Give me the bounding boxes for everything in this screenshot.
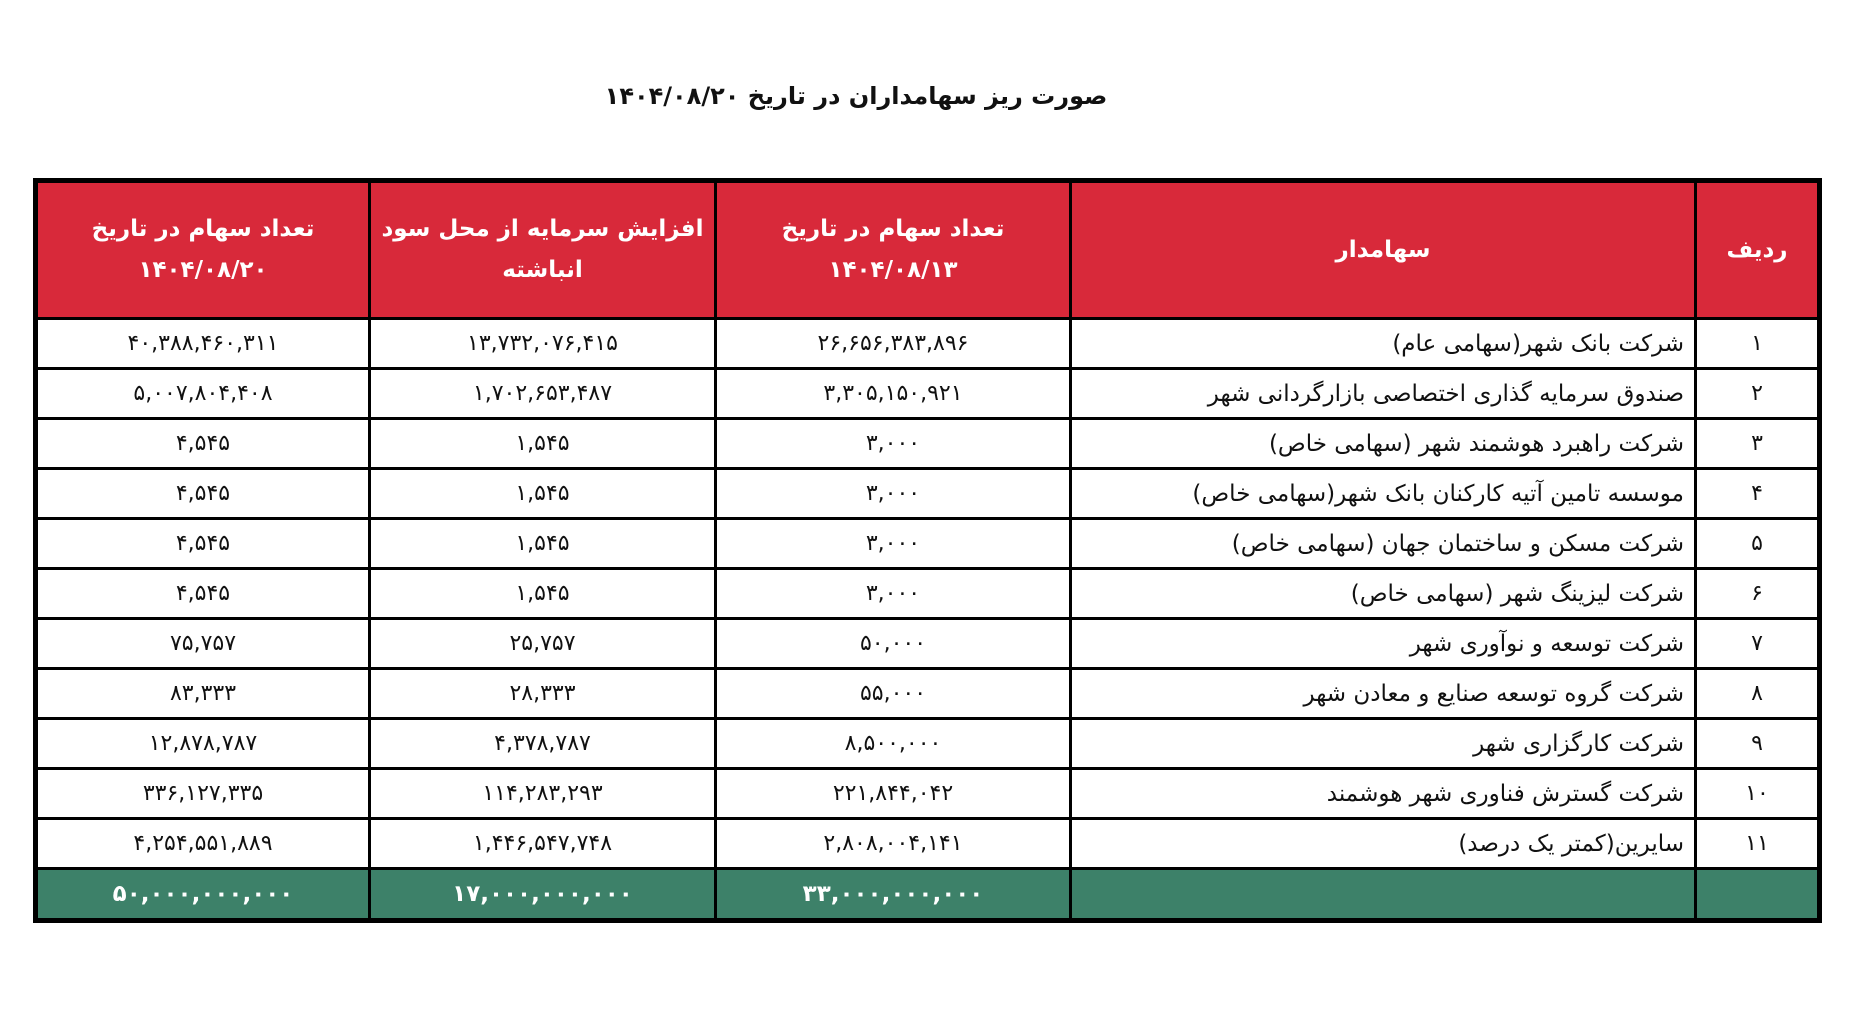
- table-header-row: [36, 181, 1820, 319]
- header-capital-increase: افزایش سرمایه از محل سود انباشته: [370, 181, 716, 319]
- shares-before-cell: ۳,۰۰۰: [716, 519, 1071, 569]
- row-number-cell: ۲: [1696, 369, 1820, 419]
- shareholder-name-cell: شرکت گروه توسعه صنایع و معادن شهر: [1071, 669, 1696, 719]
- table-row: [36, 319, 1820, 369]
- shares-after-cell: ۷۵,۷۵۷: [36, 619, 370, 669]
- shareholder-name-cell: شرکت بانک شهر(سهامی عام): [1071, 319, 1696, 369]
- table-row: [36, 619, 1820, 669]
- table-body: [36, 319, 1820, 869]
- shares-before-cell: ۵۰,۰۰۰: [716, 619, 1071, 669]
- shares-before-cell: ۲,۸۰۸,۰۰۴,۱۴۱: [716, 819, 1071, 869]
- shareholder-name-cell: شرکت کارگزاری شهر: [1071, 719, 1696, 769]
- shareholder-name-cell: شرکت مسکن و ساختمان جهان (سهامی خاص): [1071, 519, 1696, 569]
- shares-after-cell: ۴,۵۴۵: [36, 419, 370, 469]
- header-shares-after: تعداد سهام در تاریخ ۱۴۰۴/۰۸/۲۰: [36, 181, 370, 319]
- header-shareholder: سهامدار: [1071, 181, 1696, 319]
- shares-before-cell: ۲۲۱,۸۴۴,۰۴۲: [716, 769, 1071, 819]
- table-row: [36, 819, 1820, 869]
- row-number-cell: ۸: [1696, 669, 1820, 719]
- shares-before-cell: ۸,۵۰۰,۰۰۰: [716, 719, 1071, 769]
- shares-before-cell: ۳,۰۰۰: [716, 419, 1071, 469]
- shares-after-cell: ۵,۰۰۷,۸۰۴,۴۰۸: [36, 369, 370, 419]
- shares-after-cell: ۴,۵۴۵: [36, 469, 370, 519]
- row-number-cell: ۷: [1696, 619, 1820, 669]
- capital-increase-cell: ۲۸,۳۳۳: [370, 669, 716, 719]
- shares-before-cell: ۲۶,۶۵۶,۳۸۳,۸۹۶: [716, 319, 1071, 369]
- shares-after-cell: ۳۳۶,۱۲۷,۳۳۵: [36, 769, 370, 819]
- row-number-cell: ۵: [1696, 519, 1820, 569]
- shares-before-cell: ۵۵,۰۰۰: [716, 669, 1071, 719]
- shareholder-name-cell: شرکت راهبرد هوشمند شهر (سهامی خاص): [1071, 419, 1696, 469]
- table-row: [36, 419, 1820, 469]
- capital-increase-cell: ۱۳,۷۳۲,۰۷۶,۴۱۵: [370, 319, 716, 369]
- capital-increase-cell: ۱,۷۰۲,۶۵۳,۴۸۷: [370, 369, 716, 419]
- shares-after-cell: ۸۳,۳۳۳: [36, 669, 370, 719]
- table-row: [36, 669, 1820, 719]
- shareholders-table: [33, 178, 1822, 923]
- row-number-cell: ۱: [1696, 319, 1820, 369]
- capital-increase-cell: ۱,۴۴۶,۵۴۷,۷۴۸: [370, 819, 716, 869]
- total-shares-after: ۵۰,۰۰۰,۰۰۰,۰۰۰: [36, 869, 370, 921]
- shares-after-cell: ۴,۵۴۵: [36, 519, 370, 569]
- total-shares-before: ۳۳,۰۰۰,۰۰۰,۰۰۰: [716, 869, 1071, 921]
- capital-increase-cell: ۲۵,۷۵۷: [370, 619, 716, 669]
- row-number-cell: ۴: [1696, 469, 1820, 519]
- table-row: [36, 519, 1820, 569]
- capital-increase-cell: ۱,۵۴۵: [370, 469, 716, 519]
- capital-increase-cell: ۱۱۴,۲۸۳,۲۹۳: [370, 769, 716, 819]
- shares-before-cell: ۳,۰۰۰: [716, 469, 1071, 519]
- total-row-number-cell: [1696, 869, 1820, 921]
- shareholder-name-cell: سایرین(کمتر یک درصد): [1071, 819, 1696, 869]
- shares-after-cell: ۴,۲۵۴,۵۵۱,۸۸۹: [36, 819, 370, 869]
- table-row: [36, 469, 1820, 519]
- total-shareholder-cell: [1071, 869, 1696, 921]
- shareholder-name-cell: شرکت توسعه و نوآوری شهر: [1071, 619, 1696, 669]
- table-row: [36, 769, 1820, 819]
- table-row: [36, 719, 1820, 769]
- shareholder-name-cell: صندوق سرمایه گذاری اختصاصی بازارگردانی شهر: [1071, 369, 1696, 419]
- shareholder-name-cell: شرکت لیزینگ شهر (سهامی خاص): [1071, 569, 1696, 619]
- capital-increase-cell: ۱,۵۴۵: [370, 519, 716, 569]
- table-row: [36, 369, 1820, 419]
- page-title: صورت ریز سهامداران در تاریخ ۱۴۰۴/۰۸/۲۰: [604, 82, 1108, 110]
- row-number-cell: ۳: [1696, 419, 1820, 469]
- table-total-row: [36, 869, 1820, 921]
- shares-before-cell: ۳,۰۰۰: [716, 569, 1071, 619]
- shares-after-cell: ۴۰,۳۸۸,۴۶۰,۳۱۱: [36, 319, 370, 369]
- header-shares-before: تعداد سهام در تاریخ ۱۴۰۴/۰۸/۱۳: [716, 181, 1071, 319]
- row-number-cell: ۹: [1696, 719, 1820, 769]
- row-number-cell: ۶: [1696, 569, 1820, 619]
- header-row-number: ردیف: [1696, 181, 1820, 319]
- shareholder-name-cell: موسسه تامین آتیه کارکنان بانک شهر(سهامی خاص): [1071, 469, 1696, 519]
- capital-increase-cell: ۴,۳۷۸,۷۸۷: [370, 719, 716, 769]
- shares-before-cell: ۳,۳۰۵,۱۵۰,۹۲۱: [716, 369, 1071, 419]
- shares-after-cell: ۴,۵۴۵: [36, 569, 370, 619]
- row-number-cell: ۱۱: [1696, 819, 1820, 869]
- capital-increase-cell: ۱,۵۴۵: [370, 419, 716, 469]
- total-capital-increase: ۱۷,۰۰۰,۰۰۰,۰۰۰: [370, 869, 716, 921]
- table-row: [36, 569, 1820, 619]
- row-number-cell: ۱۰: [1696, 769, 1820, 819]
- shareholder-name-cell: شرکت گسترش فناوری شهر هوشمند: [1071, 769, 1696, 819]
- capital-increase-cell: ۱,۵۴۵: [370, 569, 716, 619]
- shares-after-cell: ۱۲,۸۷۸,۷۸۷: [36, 719, 370, 769]
